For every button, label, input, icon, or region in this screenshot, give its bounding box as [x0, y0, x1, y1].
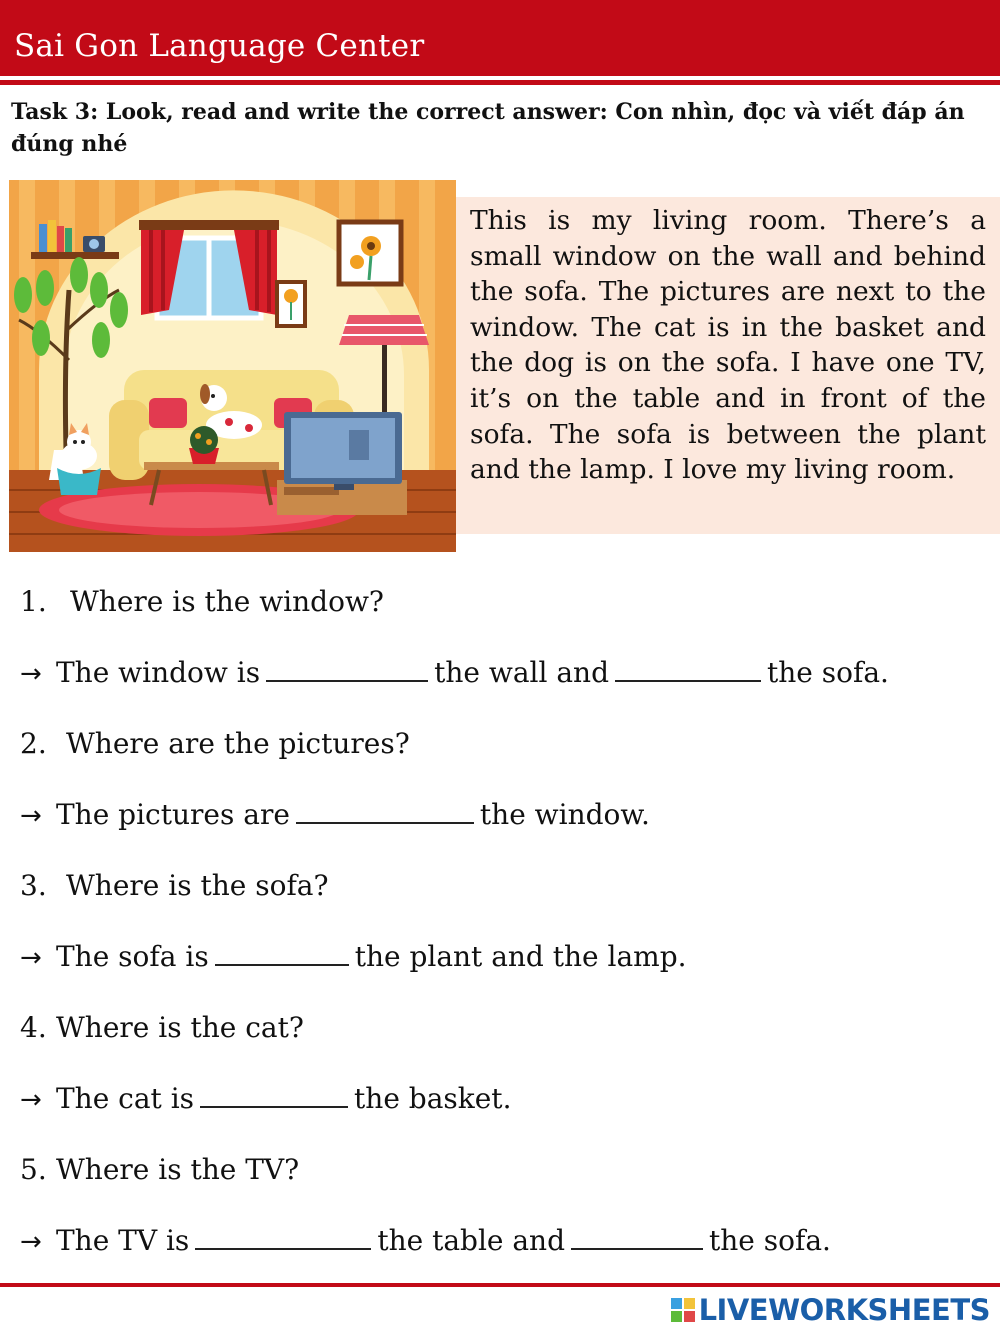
answer-5 [20, 1224, 831, 1259]
answer-text: the table and [377, 1224, 566, 1257]
arrow-icon: → [20, 659, 42, 689]
header-title: Sai Gon Language Center [14, 28, 425, 64]
answer-text: the sofa. [709, 1224, 831, 1257]
reading-passage [456, 197, 1000, 534]
answer-blank[interactable] [266, 656, 428, 682]
question-number: 5. [20, 1153, 47, 1186]
question-number: 1. [20, 585, 47, 618]
answer-text: the wall and [434, 656, 609, 689]
arrow-icon: → [20, 943, 42, 973]
answer-text: The pictures are [56, 798, 290, 831]
answer-text: The cat is [56, 1082, 195, 1115]
liveworksheets-logo [671, 1293, 990, 1327]
answer-blank[interactable] [615, 656, 761, 682]
answer-text: the plant and the lamp. [354, 940, 687, 973]
logo-icon [671, 1298, 695, 1322]
question-number: 3. [20, 869, 47, 902]
arrow-icon: → [20, 1227, 42, 1257]
answer-4 [20, 1082, 511, 1117]
answer-2 [20, 798, 650, 833]
question-4 [20, 1011, 304, 1045]
question-text: Where is the sofa? [66, 869, 329, 902]
brand-name: LIVEWORKSHEETS [698, 1293, 990, 1327]
answer-1 [20, 656, 889, 691]
answer-blank[interactable] [200, 1082, 348, 1108]
footer-divider [0, 1283, 1000, 1287]
question-number: 2. [20, 727, 47, 760]
answer-blank[interactable] [215, 940, 349, 966]
task-instruction: Task 3: Look, read and write the correct answer: Con nhìn, đọc và viết đáp án đúng nhé [11, 99, 965, 157]
answer-text: The TV is [56, 1224, 190, 1257]
question-text: Where is the cat? [56, 1011, 304, 1044]
question-1 [20, 585, 384, 619]
question-2 [20, 727, 410, 761]
arrow-icon: → [20, 1085, 42, 1115]
answer-text: the basket. [354, 1082, 512, 1115]
answer-3 [20, 940, 687, 975]
question-text: Where is the TV? [56, 1153, 300, 1186]
question-text: Where are the pictures? [66, 727, 410, 760]
header-bar [0, 0, 1000, 76]
question-number: 4. [20, 1011, 47, 1044]
answer-blank[interactable] [296, 798, 474, 824]
passage-text: This is my living room. There’s a small window on the wall and behind the sofa. The pictures are next to the window. The cat is in the basket and the dog is on the sofa. I have one TV, it’s on the table and in front of the sofa. The sofa is between the plant and the lamp. I love my living room. [470, 205, 986, 486]
arrow-icon: → [20, 801, 42, 831]
answer-text: The sofa is [56, 940, 209, 973]
answer-text: the window. [479, 798, 650, 831]
answer-blank[interactable] [195, 1224, 371, 1250]
living-room-illustration [9, 180, 456, 552]
answer-text: the sofa. [767, 656, 889, 689]
header-divider [0, 80, 1000, 85]
question-text: Where is the window? [70, 585, 384, 618]
question-3 [20, 869, 329, 903]
question-5 [20, 1153, 299, 1187]
answer-text: The window is [56, 656, 261, 689]
answer-blank[interactable] [571, 1224, 703, 1250]
